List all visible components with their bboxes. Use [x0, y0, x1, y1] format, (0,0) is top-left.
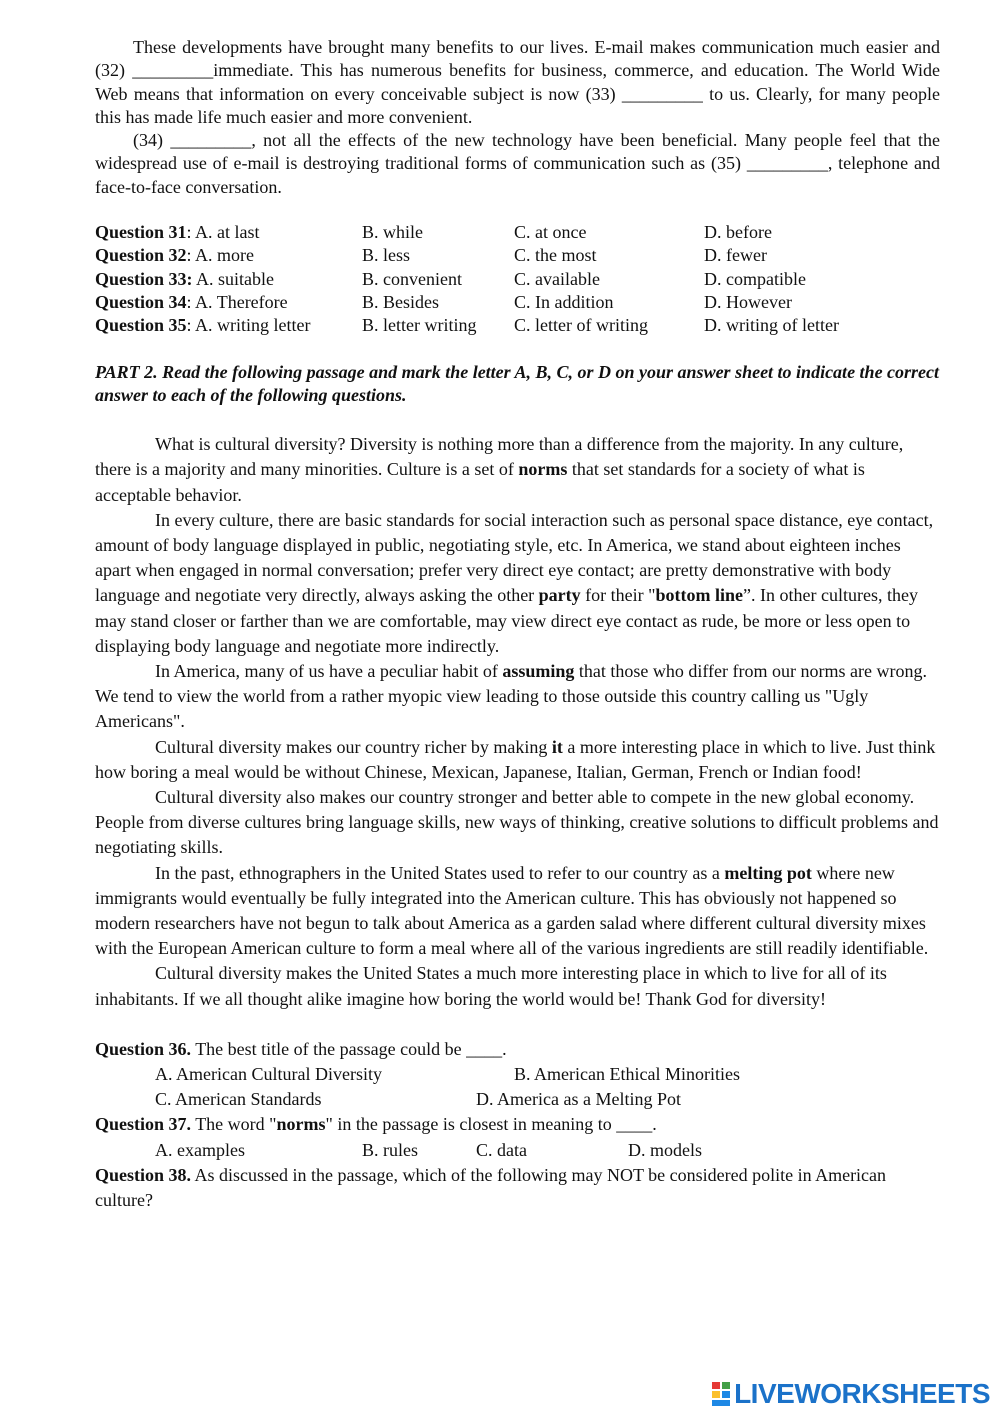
question-34-row: Question 34: A. Therefore B. Besides C. In addition D. However	[95, 291, 940, 314]
question-label: Question 34	[95, 291, 187, 312]
liveworksheets-logo	[712, 1378, 990, 1410]
passage2-paragraph-3: In America, many of us have a peculiar habit of assuming that those who differ from our norms are wrong. We tend to view the world from a rather myopic view leading to those outside this country calling us "Ugly Americans".	[95, 660, 927, 732]
question-label: Question 33:	[95, 268, 193, 289]
question-label: Question 35	[95, 315, 187, 336]
part2-heading: PART 2. Read the following passage and mark the letter A, B, C, or D on your answer sheet to indicate the correct answer to each of the following questions.	[95, 361, 940, 405]
option-c: C. In addition	[514, 291, 614, 312]
option-c: C. data	[476, 1139, 527, 1160]
cloze-questions	[95, 221, 940, 337]
option-a: A. Therefore	[195, 291, 288, 312]
option-d: D. America as a Melting Pot	[476, 1089, 681, 1110]
option-b: B. while	[362, 222, 423, 243]
passage2-paragraph-4: Cultural diversity makes our country richer by making it a more interesting place in which to live. Just think how boring a meal would be without Chinese, Mexican, Japanese, Italian, German, French or Indian food!	[95, 736, 936, 782]
option-b: B. American Ethical Minorities	[514, 1064, 740, 1085]
option-a: A. more	[195, 245, 255, 266]
option-a: A. examples	[155, 1139, 245, 1160]
option-b: B. Besides	[362, 291, 440, 312]
question-36-options-row-1	[95, 1062, 940, 1087]
option-a: A. American Cultural Diversity	[155, 1064, 382, 1085]
question-36: Question 36. The best title of the passage could be ____.	[95, 1038, 507, 1059]
keyword-party: party	[538, 585, 581, 606]
option-b: B. letter writing	[362, 315, 477, 336]
question-36-options-row-2	[95, 1087, 940, 1112]
option-c: C. at once	[514, 222, 587, 243]
question-32-row: Question 32: A. more B. less C. the most D. fewer	[95, 244, 940, 267]
question-label: Question 36.	[95, 1038, 192, 1059]
option-d: D. before	[704, 222, 772, 243]
option-d: D. writing of letter	[704, 315, 839, 336]
question-label: Question 32	[95, 245, 187, 266]
option-d: D. However	[704, 291, 792, 312]
reading-passage	[95, 432, 940, 1012]
option-b: B. rules	[362, 1139, 418, 1160]
question-label: Question 31	[95, 222, 187, 243]
worksheet-page	[95, 36, 940, 1213]
question-label: Question 37.	[95, 1114, 192, 1135]
question-35-row: Question 35: A. writing letter B. letter writing C. letter of writing D. writing of letter	[95, 314, 940, 337]
option-d: D. compatible	[704, 268, 806, 289]
question-31-row: Question 31: A. at last B. while C. at once D. before	[95, 221, 940, 244]
passage2-paragraph-7: Cultural diversity makes the United States a much more interesting place in which to live for all of its inhabitants. If we all thought alike imagine how boring the world would be! Thank God for diversity!	[95, 963, 887, 1009]
option-a: A. at last	[195, 222, 260, 243]
option-d: D. fewer	[704, 245, 767, 266]
question-33-row	[95, 268, 940, 291]
option-a: A. suitable	[196, 268, 275, 289]
passage2-paragraph-6: In the past, ethnographers in the United States used to refer to our country as a melting pot where new immigrants would eventually be fully integrated into the American culture. This has obviously not happened so modern researchers have not begun to talk about America as a garden salad where different cultural diversity mixes with the European American culture to form a meal where all of the various ingredients are still readily identifiable.	[95, 862, 929, 959]
option-c: C. the most	[514, 245, 597, 266]
keyword-it: it	[551, 736, 563, 757]
keyword-assuming: assuming	[502, 660, 575, 681]
question-38: Question 38. As discussed in the passage, which of the following may NOT be considered polite in American culture?	[95, 1164, 887, 1210]
keyword-norms: norms	[518, 459, 568, 480]
comprehension-questions	[95, 1037, 940, 1213]
question-37-options-row	[95, 1138, 940, 1163]
passage2-paragraph-1: What is cultural diversity? Diversity is nothing more than a difference from the majority. In any culture, there is a majority and many minorities. Culture is a set of norms that set standards for a society of what is acceptable behavior.	[95, 434, 904, 505]
keyword-bottom-line: bottom line	[655, 585, 743, 606]
keyword-norms: norms	[276, 1114, 326, 1135]
logo-text: LIVEWORKSHEETS	[734, 1378, 990, 1409]
passage2-paragraph-5: Cultural diversity also makes our country stronger and better able to compete in the new global economy. People from diverse cultures bring language skills, new ways of thinking, creative solutions to difficult problems and negotiating skills.	[95, 787, 939, 858]
passage1-paragraph-2: (34) _________, not all the effects of the new technology have been beneficial. Many people feel that the widespread use of e-mail is destroying traditional forms of communication such as (35) _________, telephone and face-to-face conversation.	[95, 130, 940, 197]
option-d: D. models	[628, 1139, 702, 1160]
option-b: B. less	[362, 245, 411, 266]
option-c: C. letter of writing	[514, 315, 648, 336]
option-c: C. available	[514, 268, 600, 289]
passage1-paragraph-1: These developments have brought many benefits to our lives. E-mail makes communication much easier and (32) _________immediate. This has numerous benefits for business, commerce, and education. The World Wide Web means that information on every conceivable subject is now (33) _________ to us. Clearly, for many people this has made life much easier and more convenient.	[95, 37, 940, 127]
question-37: Question 37. The word "norms" in the passage is closest in meaning to ____.	[95, 1114, 657, 1135]
question-label: Question 38.	[95, 1164, 192, 1185]
passage2-paragraph-2: In every culture, there are basic standards for social interaction such as personal space distance, eye contact, amount of body language displayed in public, negotiating style, etc. In America, we stand about eighteen inches apart when engaged in normal conversation; prefer very direct eye contact; are pretty demonstrative with body language and negotiate very directly, always asking the other party for their "bottom line”. In other cultures, they may stand closer or farther than we are comfortable, may view direct eye contact as rude, be more or less open to displaying body language and negotiate more indirectly.	[95, 509, 934, 656]
option-a: A. writing letter	[195, 315, 311, 336]
keyword-melting-pot: melting pot	[724, 862, 812, 883]
option-b: B. convenient	[362, 268, 462, 289]
option-c: C. American Standards	[155, 1089, 322, 1110]
liveworksheets-logo-icon	[712, 1382, 730, 1406]
